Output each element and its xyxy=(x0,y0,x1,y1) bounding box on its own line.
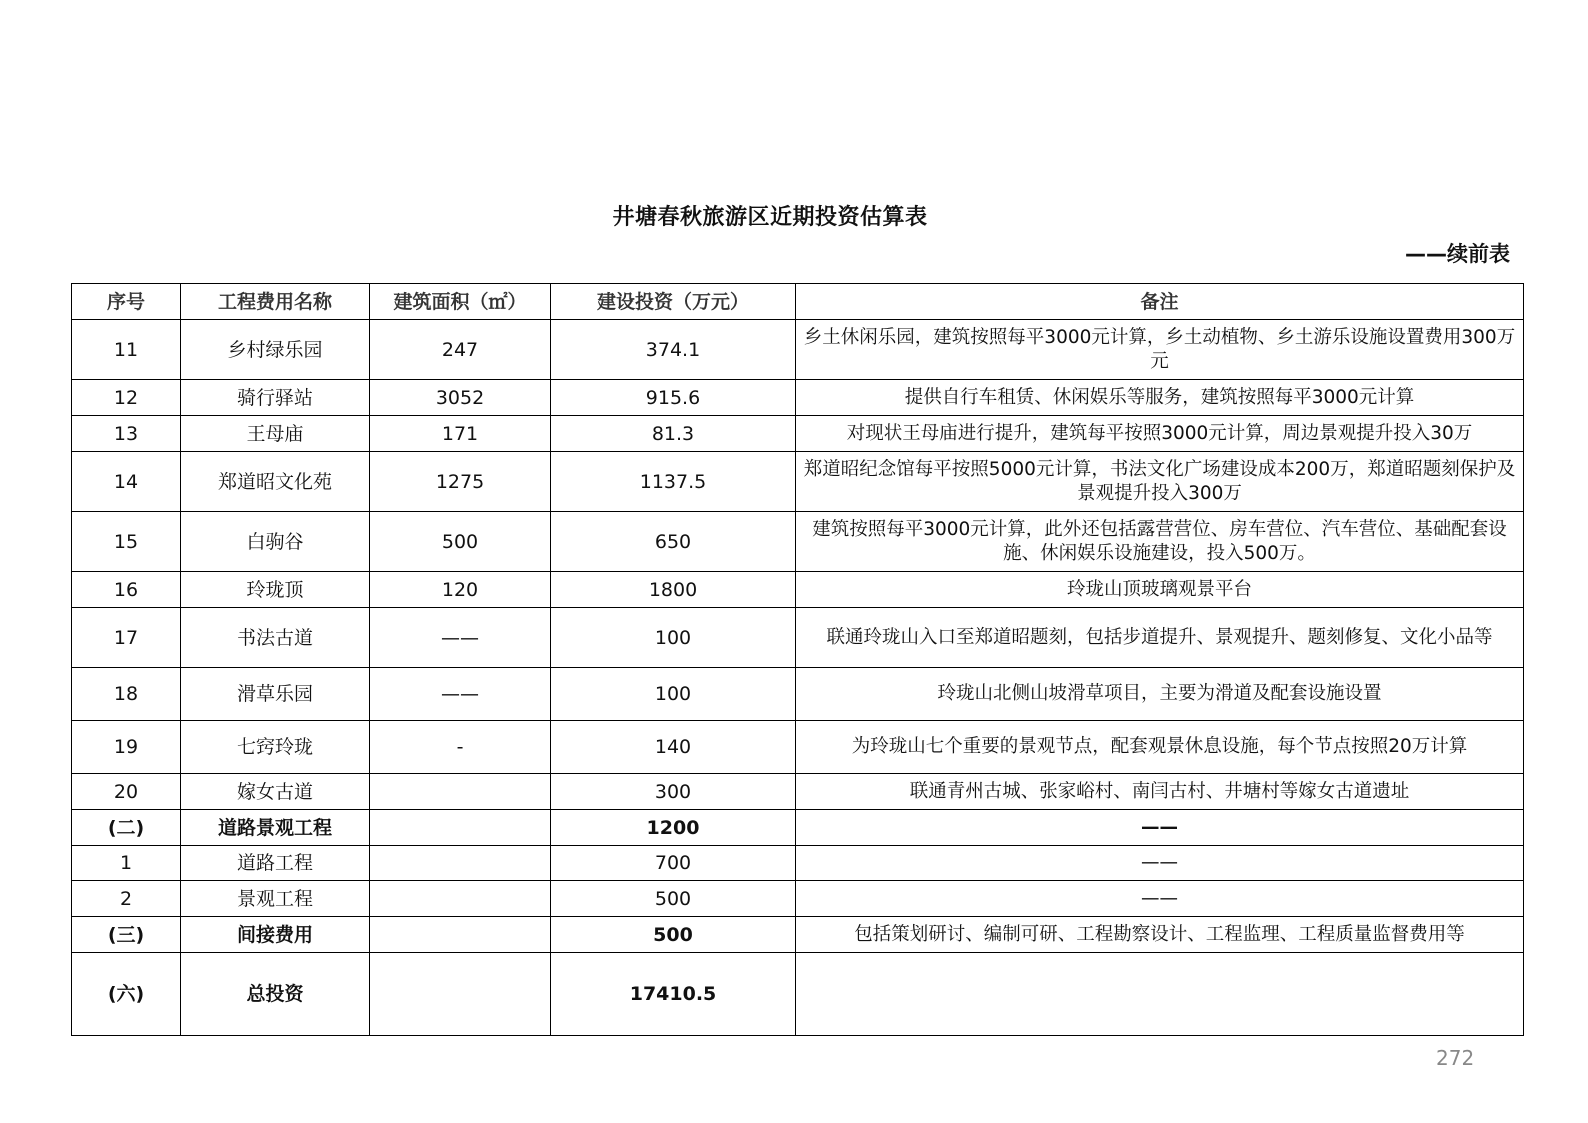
cell-name: 道路工程 xyxy=(181,846,370,881)
cell-invest: 500 xyxy=(551,917,796,953)
cell-no: 18 xyxy=(72,668,181,721)
cell-area xyxy=(370,881,551,917)
cell-name: 嫁女古道 xyxy=(181,774,370,810)
table-row xyxy=(72,881,1524,917)
cell-no: 12 xyxy=(72,380,181,416)
cell-area: - xyxy=(370,721,551,774)
cell-name: 滑草乐园 xyxy=(181,668,370,721)
cell-note xyxy=(796,953,1524,1036)
header-invest: 建设投资（万元） xyxy=(551,284,796,320)
page-number: 272 xyxy=(1436,1046,1475,1070)
cell-area: —— xyxy=(370,668,551,721)
cell-invest: 500 xyxy=(551,881,796,917)
cell-note: —— xyxy=(796,810,1524,846)
table-row xyxy=(72,416,1524,452)
table-row xyxy=(72,774,1524,810)
cell-area: —— xyxy=(370,608,551,668)
cell-invest: 81.3 xyxy=(551,416,796,452)
cell-invest: 17410.5 xyxy=(551,953,796,1036)
table-row xyxy=(72,608,1524,668)
table-row xyxy=(72,452,1524,512)
cell-area xyxy=(370,846,551,881)
cell-name: 玲珑顶 xyxy=(181,572,370,608)
table-row xyxy=(72,572,1524,608)
table-header-row xyxy=(72,284,1524,320)
cell-note: 郑道昭纪念馆每平按照5000元计算，书法文化广场建设成本200万，郑道昭题刻保护及景观提升投入300万 xyxy=(796,452,1524,512)
cell-no: 13 xyxy=(72,416,181,452)
cell-area: 247 xyxy=(370,320,551,380)
cell-invest: 100 xyxy=(551,608,796,668)
table-row xyxy=(72,721,1524,774)
table-row xyxy=(72,846,1524,881)
cell-area xyxy=(370,810,551,846)
table-subtitle: ——续前表 xyxy=(1405,242,1510,266)
table-row xyxy=(72,917,1524,953)
cell-name: 景观工程 xyxy=(181,881,370,917)
cell-area: 500 xyxy=(370,512,551,572)
cell-no: 15 xyxy=(72,512,181,572)
header-name: 工程费用名称 xyxy=(181,284,370,320)
cell-invest: 1200 xyxy=(551,810,796,846)
cell-note: —— xyxy=(796,881,1524,917)
cell-name: 白驹谷 xyxy=(181,512,370,572)
cell-area: 3052 xyxy=(370,380,551,416)
cell-area xyxy=(370,774,551,810)
cell-note: 建筑按照每平3000元计算，此外还包括露营营位、房车营位、汽车营位、基础配套设施、休闲娱乐设施建设，投入500万。 xyxy=(796,512,1524,572)
cell-note: 玲珑山顶玻璃观景平台 xyxy=(796,572,1524,608)
table-row xyxy=(72,320,1524,380)
table-title: 井塘春秋旅游区近期投资估算表 xyxy=(612,205,928,230)
cell-no: 11 xyxy=(72,320,181,380)
cell-note: 为玲珑山七个重要的景观节点，配套观景休息设施，每个节点按照20万计算 xyxy=(796,721,1524,774)
cell-name: 道路景观工程 xyxy=(181,810,370,846)
cell-name: 郑道昭文化苑 xyxy=(181,452,370,512)
table-row xyxy=(72,380,1524,416)
cell-area xyxy=(370,917,551,953)
cell-invest: 650 xyxy=(551,512,796,572)
cell-note: 提供自行车租赁、休闲娱乐等服务，建筑按照每平3000元计算 xyxy=(796,380,1524,416)
cell-note: —— xyxy=(796,846,1524,881)
header-area: 建筑面积（㎡） xyxy=(370,284,551,320)
cell-area: 120 xyxy=(370,572,551,608)
cell-name: 七窍玲珑 xyxy=(181,721,370,774)
cell-note: 乡土休闲乐园，建筑按照每平3000元计算，乡土动植物、乡土游乐设施设置费用300万元 xyxy=(796,320,1524,380)
cell-invest: 915.6 xyxy=(551,380,796,416)
cell-note: 对现状王母庙进行提升，建筑每平按照3000元计算，周边景观提升投入30万 xyxy=(796,416,1524,452)
cell-no: 17 xyxy=(72,608,181,668)
cell-name: 乡村绿乐园 xyxy=(181,320,370,380)
cell-no: (三) xyxy=(72,917,181,953)
cell-invest: 1137.5 xyxy=(551,452,796,512)
cell-note: 玲珑山北侧山坡滑草项目，主要为滑道及配套设施设置 xyxy=(796,668,1524,721)
cell-no: 2 xyxy=(72,881,181,917)
cell-name: 总投资 xyxy=(181,953,370,1036)
cell-no: (六) xyxy=(72,953,181,1036)
cell-invest: 140 xyxy=(551,721,796,774)
cell-area xyxy=(370,953,551,1036)
header-note: 备注 xyxy=(796,284,1524,320)
table-row xyxy=(72,668,1524,721)
table-row xyxy=(72,512,1524,572)
cell-no: 1 xyxy=(72,846,181,881)
cell-name: 骑行驿站 xyxy=(181,380,370,416)
investment-table xyxy=(71,283,1524,1036)
cell-no: 16 xyxy=(72,572,181,608)
cell-no: 14 xyxy=(72,452,181,512)
cell-invest: 700 xyxy=(551,846,796,881)
table-row xyxy=(72,953,1524,1036)
cell-area: 171 xyxy=(370,416,551,452)
cell-invest: 100 xyxy=(551,668,796,721)
cell-name: 间接费用 xyxy=(181,917,370,953)
cell-no: (二) xyxy=(72,810,181,846)
cell-no: 19 xyxy=(72,721,181,774)
cell-area: 1275 xyxy=(370,452,551,512)
cell-invest: 300 xyxy=(551,774,796,810)
header-no: 序号 xyxy=(72,284,181,320)
table-row xyxy=(72,810,1524,846)
cell-note: 联通青州古城、张家峪村、南闫古村、井塘村等嫁女古道遗址 xyxy=(796,774,1524,810)
cell-note: 联通玲珑山入口至郑道昭题刻，包括步道提升、景观提升、题刻修复、文化小品等 xyxy=(796,608,1524,668)
cell-invest: 374.1 xyxy=(551,320,796,380)
cell-note: 包括策划研讨、编制可研、工程勘察设计、工程监理、工程质量监督费用等 xyxy=(796,917,1524,953)
cell-invest: 1800 xyxy=(551,572,796,608)
cell-name: 王母庙 xyxy=(181,416,370,452)
cell-name: 书法古道 xyxy=(181,608,370,668)
cell-no: 20 xyxy=(72,774,181,810)
